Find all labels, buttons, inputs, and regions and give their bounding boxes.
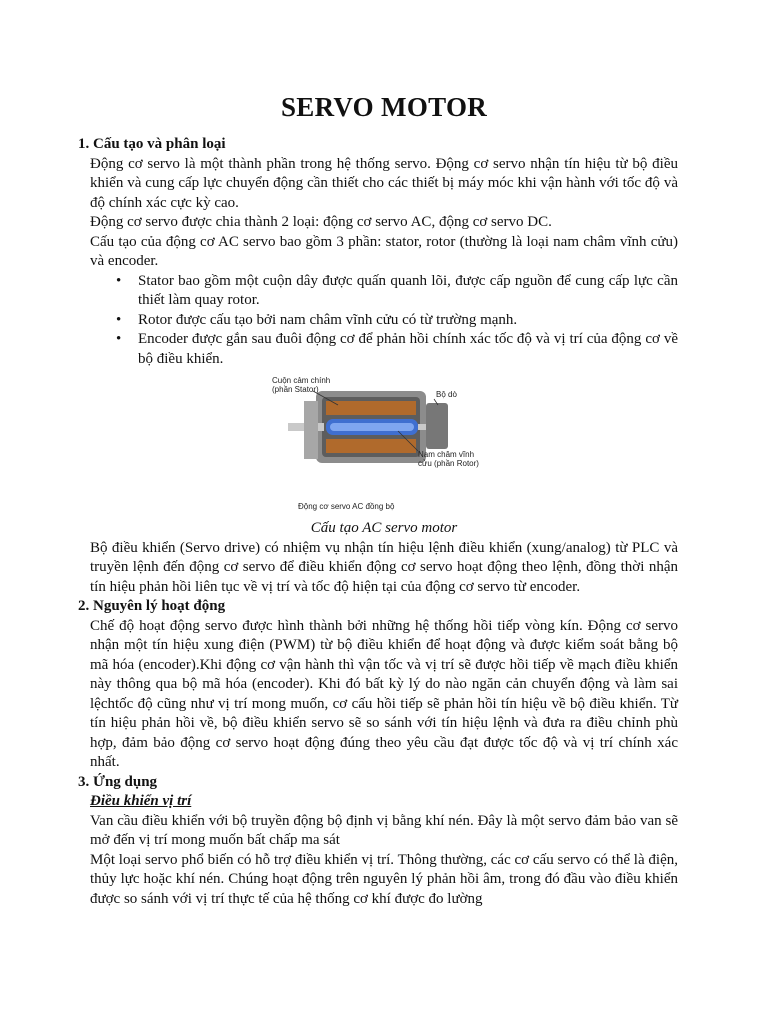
label-rotor-line1: Nam châm vĩnh [418,450,475,459]
label-rotor-line2: cửu (phần Rotor) [418,459,479,468]
component-list [78,272,678,370]
paragraph: Động cơ servo là một thành phần trong hệ thống servo. Động cơ servo nhận tín hiệu từ bộ điều khiển và cung cấp lực chuyển động cần thiết cho các thiết bị máy móc khi vận hành với tốc độ và độ chính xác cực kỳ cao. [90,155,678,211]
list-item: • Encoder được gắn sau đuôi động cơ để phản hồi chính xác tốc độ và vị trí của động cơ về bộ điều khiển. [134,330,678,369]
paragraph: Van cầu điều khiển với bộ truyền động bộ định vị bằng khí nén. Đây là một servo đảm bảo van sẽ mở đến vị trí mong muốn bất chấp ma sát [90,812,678,848]
motor-figure [78,371,678,519]
section-heading-principle: 2. Nguyên lý hoạt động [78,598,226,614]
subsection-heading: Điều khiển vị trí [90,793,192,809]
list-item: • Rotor được cấu tạo bởi nam châm vĩnh cửu có từ trường mạnh. [134,311,678,331]
label-stator-line2: (phần Stator) [272,385,319,394]
image-caption: Động cơ servo AC đồng bộ [298,502,395,511]
section-heading-applications: 3. Ứng dụng [78,773,158,790]
servo-motor-cutaway-image [268,371,483,517]
figure-caption: Cấu tạo AC servo motor [310,520,458,536]
label-stator-line1: Cuộn cảm chính [272,376,331,385]
paragraph: Một loại servo phổ biến có hỗ trợ điều khiển vị trí. Thông thường, các cơ cấu servo có thể là điện, thủy lực hoặc khí nén. Chúng hoạt động trên nguyên lý phản hồi âm, trong đó đầu vào điều khiển được so sánh với vị trí thực tế của hệ thống cơ khí được đo lường [90,851,678,907]
paragraph: Bộ điều khiển (Servo drive) có nhiệm vụ nhận tín hiệu lệnh điều khiển (xung/analog) từ PLC và truyền lệnh đến động cơ servo để điều khiển động cơ servo hoạt động theo lệnh, đồng thời nhận tín hiệu phản hồi liên tục về vị trí và tốc độ hiện tại của động cơ servo từ encoder. [90,539,678,595]
section-heading-structure: 1. Cấu tạo và phân loại [78,136,226,152]
page-title: SERVO MOTOR [280,92,488,122]
document-body [78,135,678,909]
paragraph: Động cơ servo được chia thành 2 loại: động cơ servo AC, động cơ servo DC. [90,214,552,230]
paragraph: Chế độ hoạt động servo được hình thành bởi những hệ thống hồi tiếp vòng kín. Động cơ servo nhận một tín hiệu xung điện (PWM) từ bộ điều khiển để hoạt động và được kiểm soát bằng bộ mã hóa (encoder).Khi động cơ vận hành thì vận tốc và vị trí sẽ được hồi tiếp về mạch điều khiển này thông qua bộ mã hóa (encoder). Khi đó bất kỳ lý do nào ngăn cản chuyển động và làm sai lệchtốc độ cũng như vị trí mong muốn, cơ cấu hồi tiếp sẽ phản hồi tín hiệu về bộ điều khiển. Từ tín hiệu phản hồi về, bộ điều khiển servo sẽ so sánh với tín hiệu lệnh và đưa ra điều chỉnh phù hợp, đảm bảo động cơ servo hoạt động đúng theo yêu cầu đạt được tốc độ và vị trí chính xác nhất. [90,617,678,770]
paragraph: Cấu tạo của động cơ AC servo bao gồm 3 phần: stator, rotor (thường là loại nam châm vĩnh cửu) và encoder. [90,233,678,269]
label-encoder: Bộ dò [436,390,457,399]
list-item: • Stator bao gồm một cuộn dây được quấn quanh lõi, được cấp nguồn để cung cấp lực cần thiết làm quay rotor. [134,272,678,311]
